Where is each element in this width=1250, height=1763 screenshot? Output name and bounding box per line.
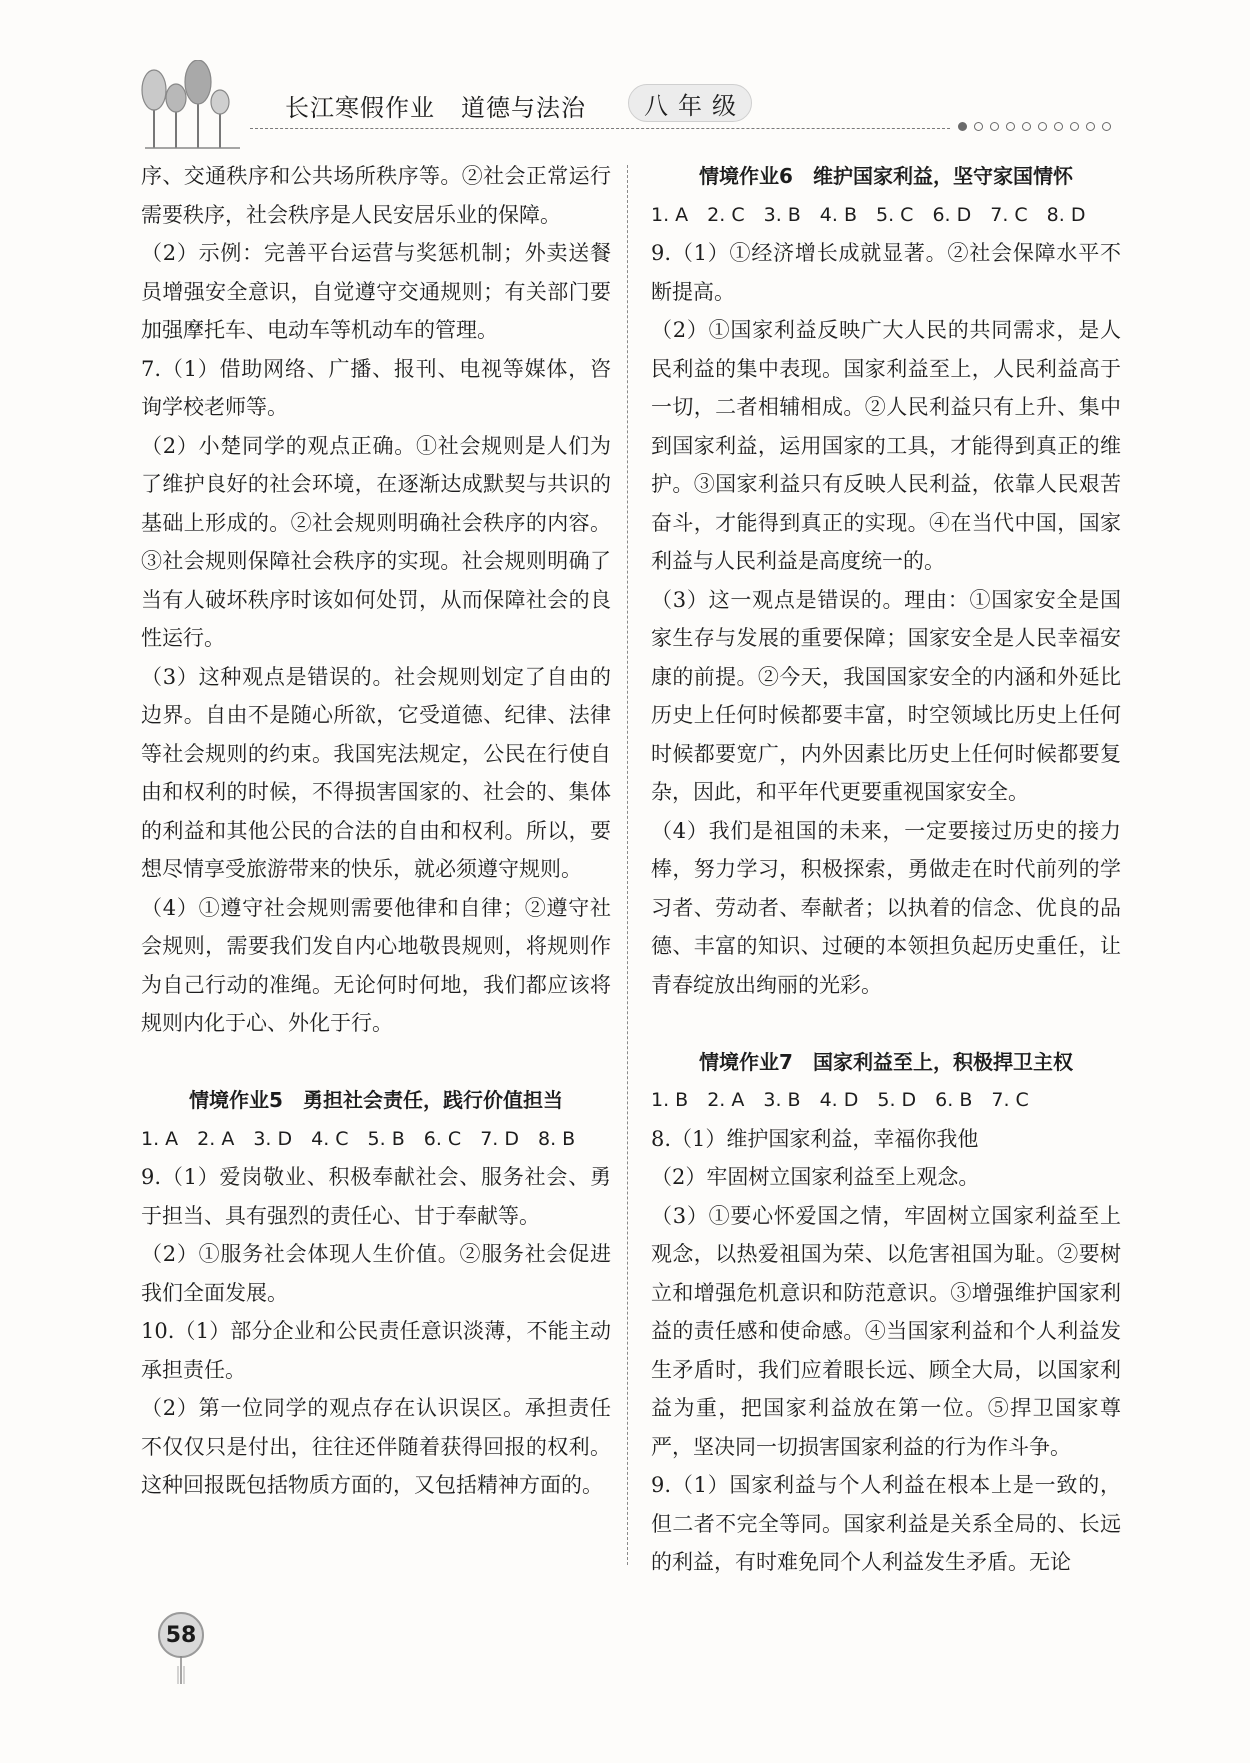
subject-name: 道德与法治 [461, 94, 586, 122]
answer-paragraph: （4）①遵守社会规则需要他律和自律；②遵守社会规则，需要我们发自内心地敬畏规则，将规则作为自己行动的准绳。无论何时何地，我们都应该将规则内化于心、外化于行。 [141, 895, 611, 1035]
header-divider [250, 128, 950, 129]
answer-paragraph: 7.（1）借助网络、广播、报刊、电视等媒体，咨询学校老师等。 [141, 356, 611, 419]
left-column [141, 157, 611, 1505]
answer-paragraph: （3）这种观点是错误的。社会规则划定了自由的边界。自由不是随心所欲，它受道德、纪律、法律等社会规则的约束。我国宪法规定，公民在行使自由和权利的时候，不得损害国家的、社会的、集体的利益和其他公民的合法的自由和权利。所以，要想尽情享受旅游带来的快乐，就必须遵守规则。 [141, 664, 611, 881]
answer-paragraph: （2）①服务社会体现人生价值。②服务社会促进我们全面发展。 [141, 1242, 611, 1305]
answer-paragraph: 9.（1）爱岗敬业、积极奉献社会、服务社会、勇于担当、具有强烈的责任心、甘于奉献等。 [141, 1165, 611, 1228]
section-heading: 情境作业5 勇担社会责任，践行价值担当 [189, 1088, 563, 1112]
header-title [285, 88, 612, 123]
page-header [0, 0, 1250, 160]
answer-paragraph: （3）①要心怀爱国之情，牢固树立国家利益至上观念，以热爱祖国为荣、以危害祖国为耻。②要树立和增强危机意识和防范意识。③增强维护国家利益的责任感和使命感。④当国家利益和个人利益发生矛盾时，我们应着眼长远、顾全大局，以国家利益为重，把国家利益放在第一位。⑤捍卫国家尊严，坚决同一切损害国家利益的行为作斗争。 [651, 1203, 1121, 1459]
answer-paragraph: 10.（1）部分企业和公民责任意识淡薄，不能主动承担责任。 [141, 1319, 611, 1382]
choice-answers: 1. B 2. A 3. B 4. D 5. D 6. B 7. C [651, 1089, 1029, 1111]
answer-paragraph: 序、交通秩序和公共场所秩序等。②社会正常运行需要秩序，社会秩序是人民安居乐业的保障。 [141, 164, 611, 227]
section-spacer [141, 1043, 611, 1082]
series-name: 长江寒假作业 [285, 94, 435, 122]
page-number: 58 [158, 1612, 204, 1658]
answer-paragraph: 9.（1）国家利益与个人利益在根本上是一致的，但二者不完全等同。国家利益是关系全局的、长远的利益，有时难免同个人利益发生矛盾。无论 [651, 1473, 1121, 1574]
choice-answers: 1. A 2. C 3. B 4. B 5. C 6. D 7. C 8. D [651, 203, 1086, 226]
grade-badge: 八年级 [628, 84, 752, 122]
header-dots-decoration [958, 122, 1111, 131]
answer-paragraph: （2）第一位同学的观点存在认识误区。承担责任不仅仅只是付出，往往还伴随着获得回报的权利。这种回报既包括物质方面的，又包括精神方面的。 [141, 1396, 611, 1497]
answer-paragraph: （2）示例：完善平台运营与奖惩机制；外卖送餐员增强安全意识，自觉遵守交通规则；有关部门要加强摩托车、电动车等机动车的管理。 [141, 241, 611, 342]
section-spacer [651, 1004, 1121, 1043]
section-heading: 情境作业6 维护国家利益，坚守家国情怀 [699, 164, 1073, 188]
section-heading: 情境作业7 国家利益至上，积极捍卫主权 [699, 1049, 1073, 1074]
answer-paragraph: 9.（1）①经济增长成就显著。②社会保障水平不断提高。 [651, 241, 1121, 304]
tassel-icon [177, 1656, 185, 1684]
right-column [651, 157, 1121, 1582]
choice-answers: 1. A 2. A 3. D 4. C 5. B 6. C 7. D 8. B [141, 1127, 576, 1150]
trees-logo-icon [140, 60, 255, 150]
column-divider [627, 165, 628, 1565]
answer-paragraph: （2）小楚同学的观点正确。①社会规则是人们为了维护良好的社会环境，在逐渐达成默契与共识的基础上形成的。②社会规则明确社会秩序的内容。③社会规则保障社会秩序的实现。社会规则明确了当有人破坏秩序时该如何处罚，从而保障社会的良性运行。 [141, 433, 611, 650]
answer-paragraph: （3）这一观点是错误的。理由：①国家安全是国家生存与发展的重要保障；国家安全是人民幸福安康的前提。②今天，我国国家安全的内涵和外延比历史上任何时候都要丰富，时空领域比历史上任何时候都要宽广，内外因素比历史上任何时候都要复杂，因此，和平年代更要重视国家安全。 [651, 587, 1121, 804]
answer-paragraph: 8.（1）维护国家利益，幸福你我他 [651, 1126, 979, 1151]
answer-paragraph: （2）①国家利益反映广大人民的共同需求，是人民利益的集中表现。国家利益至上，人民利益高于一切，二者相辅相成。②人民利益只有上升、集中到国家利益，运用国家的工具，才能得到真正的维护。③国家利益只有反映人民利益，依靠人民艰苦奋斗，才能得到真正的实现。④在当代中国，国家利益与人民利益是高度统一的。 [651, 318, 1121, 573]
answer-paragraph: （4）我们是祖国的未来，一定要接过历史的接力棒，努力学习，积极探索，勇做走在时代前列的学习者、劳动者、奉献者；以执着的信念、优良的品德、丰富的知识、过硬的本领担负起历史重任，让青春绽放出绚丽的光彩。 [651, 818, 1121, 997]
answer-paragraph: （2）牢固树立国家利益至上观念。 [651, 1165, 980, 1189]
